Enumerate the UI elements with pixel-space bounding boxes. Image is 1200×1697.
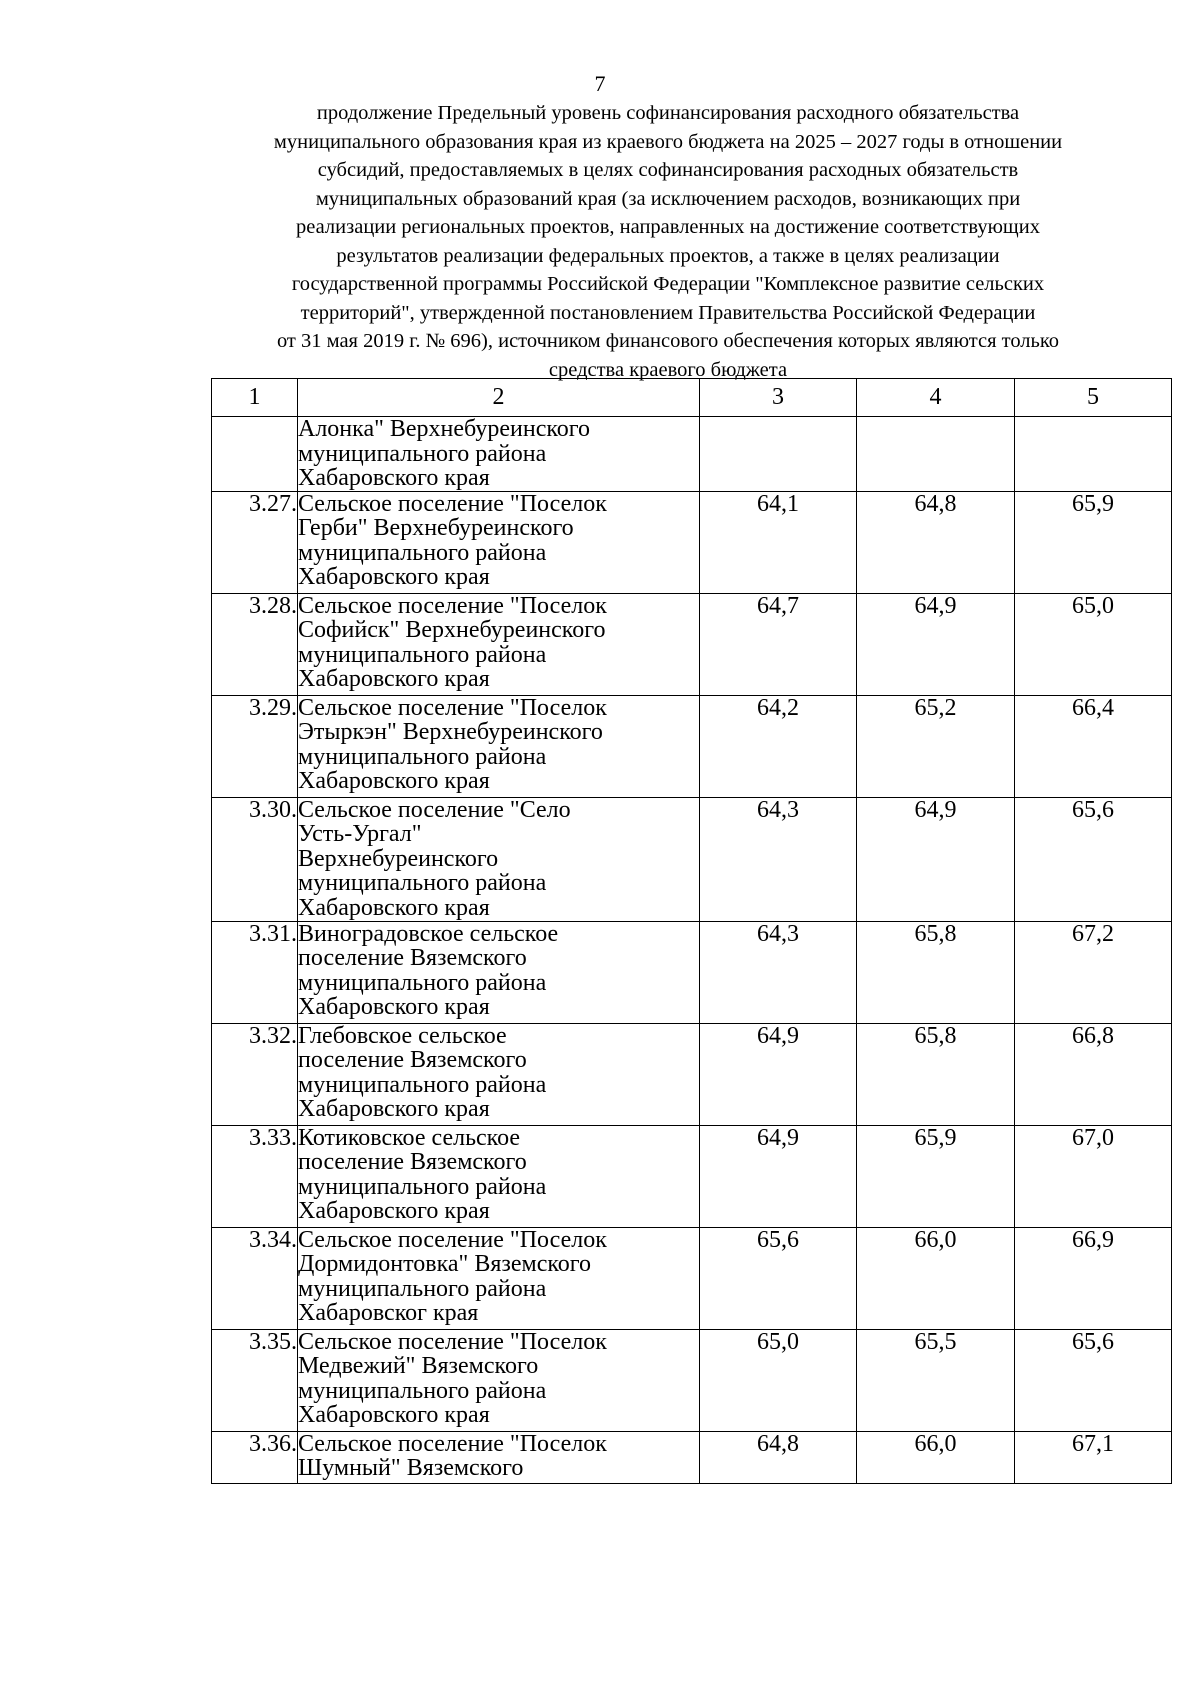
settlement-name bbox=[298, 491, 700, 593]
cofinancing-value: 66,0 bbox=[857, 1227, 1015, 1329]
settlement-name-line: Сельское поселение "Поселок bbox=[298, 1430, 607, 1457]
settlement-name-line: Хабаровского края bbox=[298, 666, 490, 692]
settlement-name-line: Герби" Верхнебуреинского bbox=[298, 515, 574, 541]
row-number: 3.28. bbox=[212, 593, 298, 695]
row-number: 3.31. bbox=[212, 921, 298, 1023]
settlement-name-line: муниципального района bbox=[298, 1173, 547, 1200]
settlement-name-line: Сельское поселение "Поселок bbox=[298, 1226, 607, 1253]
title-line: реализации региональных проектов, направленных на достижение соответствующих bbox=[296, 216, 1040, 238]
cofinancing-value: 64,9 bbox=[857, 797, 1015, 921]
cofinancing-value: 65,0 bbox=[1015, 593, 1172, 695]
settlement-name-line: Хабаровского края bbox=[298, 994, 490, 1020]
title-line: от 31 мая 2019 г. № 696), источником финансового обеспечения которых являются только bbox=[276, 330, 1060, 352]
table-row bbox=[212, 1023, 1172, 1125]
settlement-name-line: Виноградовское сельское bbox=[298, 920, 559, 947]
settlement-name-line: Сельское поселение "Поселок bbox=[298, 1328, 607, 1355]
settlement-name bbox=[298, 797, 700, 921]
row-number: 3.36. bbox=[212, 1431, 298, 1483]
settlement-name-line: муниципального района bbox=[298, 1275, 547, 1302]
settlement-name-line: Сельское поселение "Поселок bbox=[298, 490, 607, 517]
cofinancing-value: 65,0 bbox=[700, 1329, 857, 1431]
row-number: 3.29. bbox=[212, 695, 298, 797]
settlement-name bbox=[298, 1431, 700, 1483]
cofinancing-value: 64,7 bbox=[700, 593, 857, 695]
cofinancing-value: 64,8 bbox=[700, 1431, 857, 1483]
cofinancing-value: 64,9 bbox=[857, 593, 1015, 695]
cofinancing-value: 66,4 bbox=[1015, 695, 1172, 797]
table-row bbox=[212, 491, 1172, 593]
title-line: продолжение Предельный уровень софинансирования расходного обязательства bbox=[316, 102, 1020, 124]
cofinancing-value: 65,8 bbox=[857, 921, 1015, 1023]
table-row bbox=[212, 695, 1172, 797]
row-number: 3.35. bbox=[212, 1329, 298, 1431]
table-row bbox=[212, 593, 1172, 695]
settlement-name-line: Хабаровского края bbox=[298, 894, 490, 921]
cofinancing-value bbox=[857, 417, 1015, 492]
table-row bbox=[212, 1227, 1172, 1329]
row-number bbox=[212, 417, 298, 492]
settlement-name-line: поселение Вяземского bbox=[298, 1149, 527, 1175]
settlement-name-line: Хабаровского края bbox=[298, 1198, 490, 1224]
settlement-name-line: Медвежий" Вяземского bbox=[298, 1353, 539, 1379]
table-row bbox=[212, 797, 1172, 921]
settlement-name-line: муниципального района bbox=[298, 539, 547, 566]
cofinancing-table bbox=[211, 378, 1172, 1484]
table-row bbox=[212, 1125, 1172, 1227]
title-line: территорий", утвержденной постановлением Правительства Российской Федерации bbox=[300, 301, 1036, 324]
cofinancing-value bbox=[700, 417, 857, 492]
cofinancing-value: 65,6 bbox=[1015, 797, 1172, 921]
cofinancing-value: 65,8 bbox=[857, 1023, 1015, 1125]
settlement-name-line: Этыркэн" Верхнебуреинского bbox=[298, 719, 603, 745]
cofinancing-value: 66,9 bbox=[1015, 1227, 1172, 1329]
settlement-name-line: поселение Вяземского bbox=[298, 945, 527, 971]
settlement-name bbox=[298, 1227, 700, 1329]
title-line: средства краевого бюджета bbox=[548, 358, 788, 381]
cofinancing-value: 64,3 bbox=[700, 797, 857, 921]
settlement-name-line: Сельское поселение "Село bbox=[298, 796, 571, 823]
settlement-name-line: Хабаровского края bbox=[298, 768, 490, 794]
settlement-name-line: Софийск" Верхнебуреинского bbox=[298, 617, 606, 643]
settlement-name-line: Котиковское сельское bbox=[298, 1124, 521, 1151]
table-row bbox=[212, 1431, 1172, 1483]
settlement-name bbox=[298, 695, 700, 797]
cofinancing-value: 65,6 bbox=[1015, 1329, 1172, 1431]
cofinancing-value: 67,2 bbox=[1015, 921, 1172, 1023]
settlement-name-line: муниципального района bbox=[298, 969, 547, 996]
settlement-name-line: муниципального района bbox=[298, 1377, 547, 1404]
cofinancing-value: 65,9 bbox=[857, 1125, 1015, 1227]
settlement-name-line: муниципального района bbox=[298, 440, 547, 467]
settlement-name-line: муниципального района bbox=[298, 641, 547, 668]
column-header: 5 bbox=[1015, 379, 1172, 417]
row-number: 3.32. bbox=[212, 1023, 298, 1125]
cofinancing-value bbox=[1015, 417, 1172, 492]
settlement-name-line: Хабаровского края bbox=[298, 564, 490, 590]
settlement-name-line: Сельское поселение "Поселок bbox=[298, 694, 607, 721]
table-row bbox=[212, 1329, 1172, 1431]
row-number: 3.30. bbox=[212, 797, 298, 921]
cofinancing-value: 64,1 bbox=[700, 491, 857, 593]
table-header-row bbox=[212, 379, 1172, 417]
table-body bbox=[212, 417, 1172, 1484]
column-header: 3 bbox=[700, 379, 857, 417]
settlement-name-line: Сельское поселение "Поселок bbox=[298, 592, 607, 619]
settlement-name-line: муниципального района bbox=[298, 743, 547, 770]
column-header: 4 bbox=[857, 379, 1015, 417]
settlement-name-line: Дормидонтовка" Вяземского bbox=[298, 1251, 592, 1277]
settlement-name-line: Усть-Ургал" bbox=[298, 821, 422, 847]
settlement-name-line: Глебовское сельское bbox=[298, 1022, 507, 1049]
page-number: 7 bbox=[594, 71, 606, 96]
cofinancing-value: 66,8 bbox=[1015, 1023, 1172, 1125]
row-number: 3.27. bbox=[212, 491, 298, 593]
row-number: 3.34. bbox=[212, 1227, 298, 1329]
settlement-name-line: Хабаровского края bbox=[298, 1096, 490, 1122]
column-header: 2 bbox=[298, 379, 700, 417]
title-line: государственной программы Российской Федерации "Комплексное развитие сельских bbox=[291, 273, 1045, 295]
settlement-name-line: Хабаровского края bbox=[298, 465, 490, 491]
table-row bbox=[212, 921, 1172, 1023]
table-row bbox=[212, 417, 1172, 492]
cofinancing-value: 66,0 bbox=[857, 1431, 1015, 1483]
settlement-name-line: Хабаровског края bbox=[298, 1300, 479, 1326]
title-line: муниципального образования края из краевого бюджета на 2025 – 2027 годы в отношении bbox=[273, 130, 1063, 153]
settlement-name-line: Алонка" Верхнебуреинского bbox=[298, 416, 591, 442]
settlement-name bbox=[298, 417, 700, 492]
settlement-name-line: поселение Вяземского bbox=[298, 1047, 527, 1073]
cofinancing-value: 65,9 bbox=[1015, 491, 1172, 593]
row-number: 3.33. bbox=[212, 1125, 298, 1227]
settlement-name-line: Верхнебуреинского bbox=[298, 845, 499, 872]
cofinancing-value: 65,6 bbox=[700, 1227, 857, 1329]
settlement-name-line: муниципального района bbox=[298, 870, 547, 896]
settlement-name-line: муниципального района bbox=[298, 1071, 547, 1098]
settlement-name-line: Шумный" Вяземского bbox=[298, 1455, 524, 1481]
cofinancing-value: 65,2 bbox=[857, 695, 1015, 797]
cofinancing-value: 67,1 bbox=[1015, 1431, 1172, 1483]
column-header: 1 bbox=[212, 379, 298, 417]
cofinancing-value: 64,9 bbox=[700, 1125, 857, 1227]
cofinancing-value: 64,2 bbox=[700, 695, 857, 797]
settlement-name bbox=[298, 593, 700, 695]
cofinancing-value: 64,3 bbox=[700, 921, 857, 1023]
cofinancing-value: 64,9 bbox=[700, 1023, 857, 1125]
title-line: субсидий, предоставляемых в целях софинансирования расходных обязательств bbox=[317, 159, 1019, 181]
settlement-name bbox=[298, 921, 700, 1023]
cofinancing-value: 65,5 bbox=[857, 1329, 1015, 1431]
settlement-name bbox=[298, 1329, 700, 1431]
settlement-name bbox=[298, 1023, 700, 1125]
title-line: муниципальных образований края (за исключением расходов, возникающих при bbox=[315, 187, 1021, 210]
document-title bbox=[180, 99, 1156, 384]
settlement-name bbox=[298, 1125, 700, 1227]
settlement-name-line: Хабаровского края bbox=[298, 1402, 490, 1428]
cofinancing-value: 64,8 bbox=[857, 491, 1015, 593]
title-line: результатов реализации федеральных проектов, а также в целях реализации bbox=[336, 244, 1000, 267]
cofinancing-value: 67,0 bbox=[1015, 1125, 1172, 1227]
